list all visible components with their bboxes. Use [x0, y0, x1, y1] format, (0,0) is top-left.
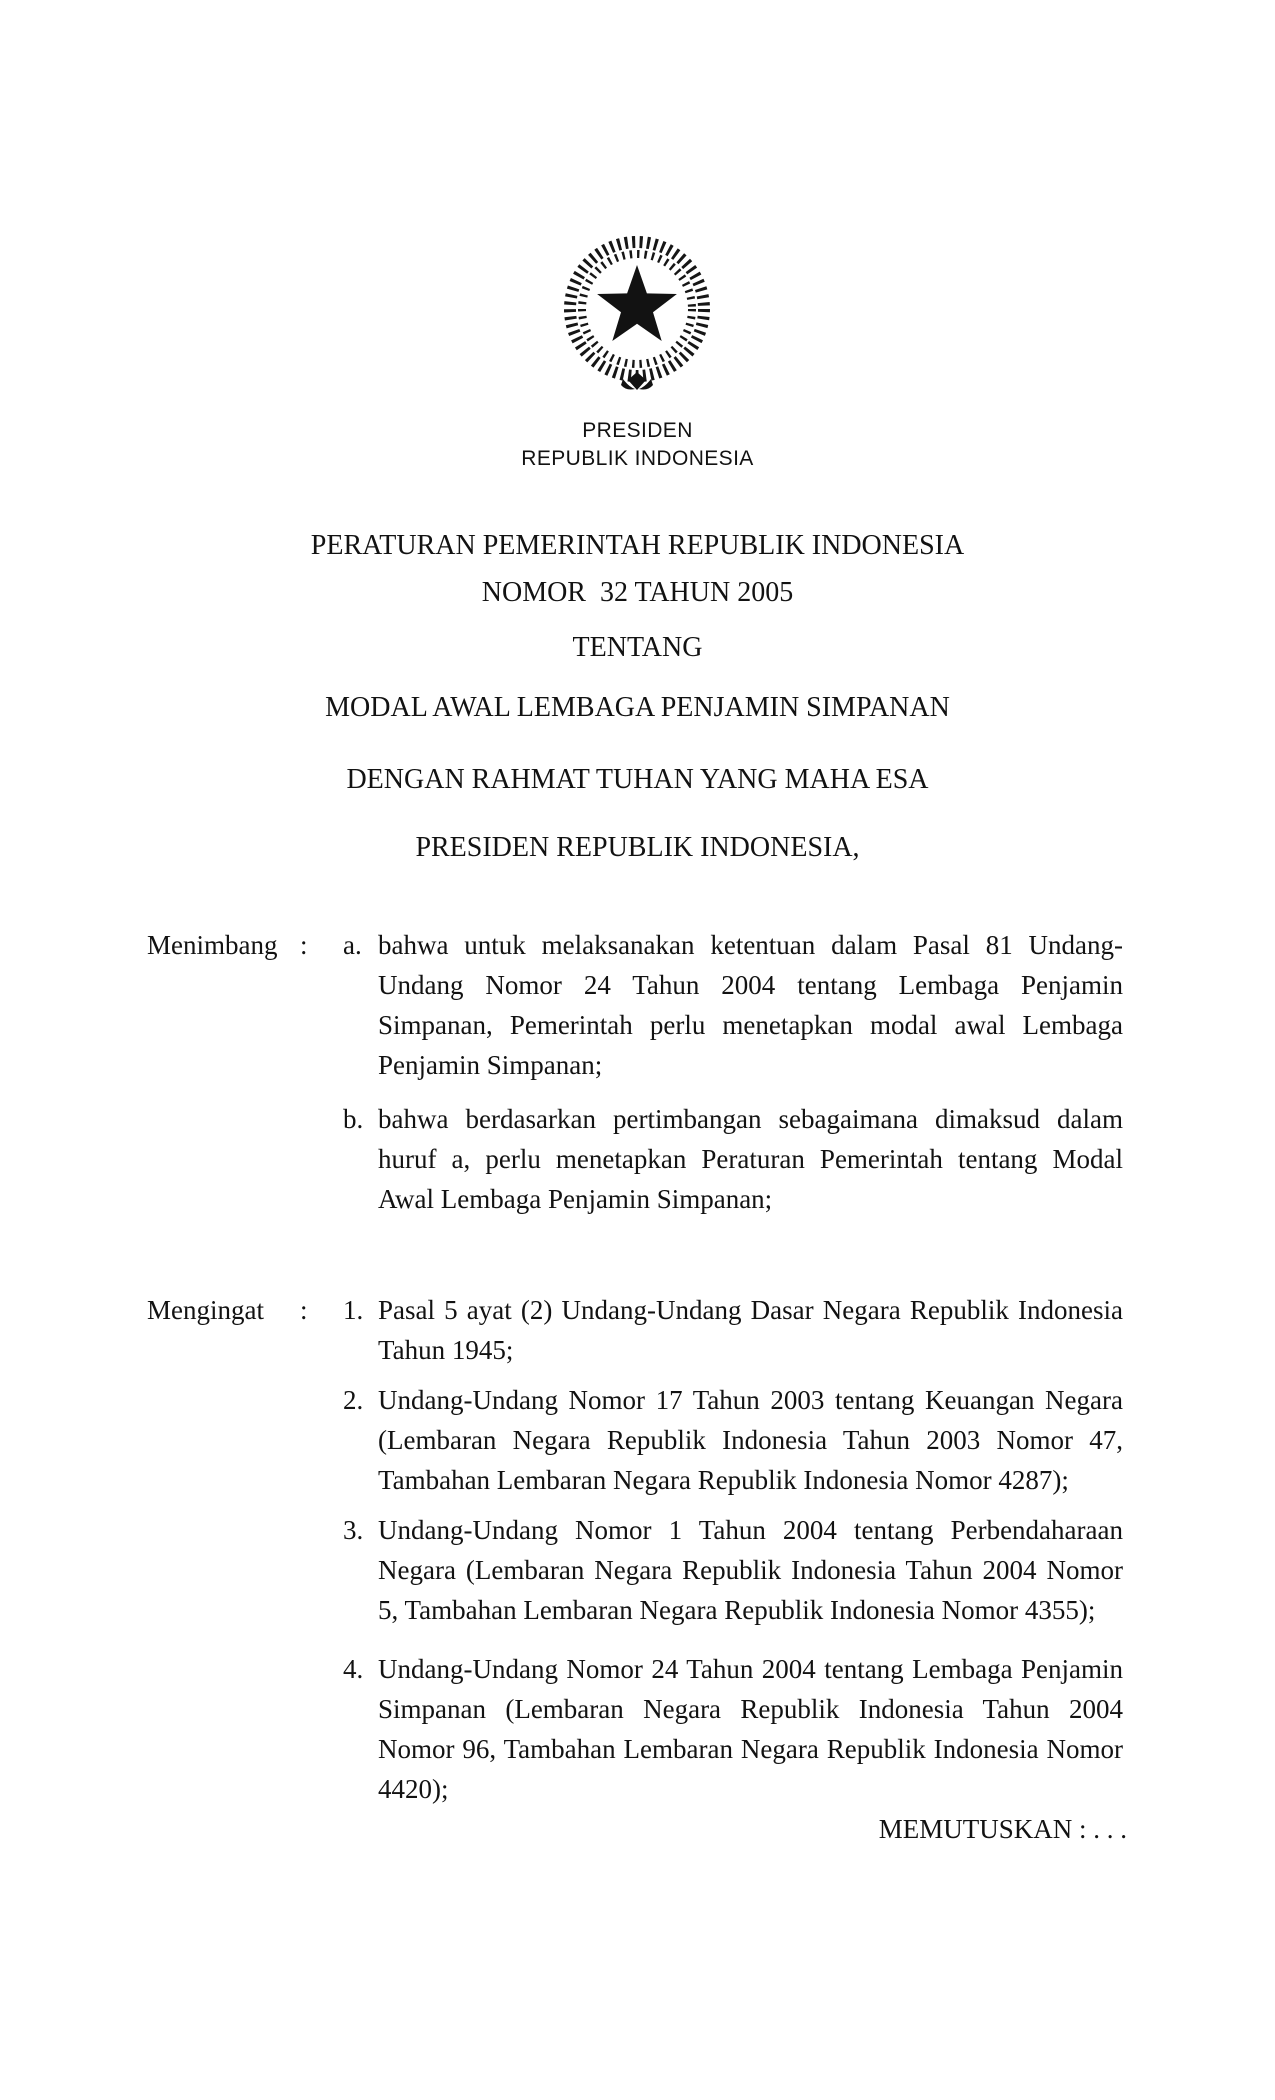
mengingat-item-2-marker: 2. [343, 1385, 364, 1415]
text-line: Awal Lembaga Penjamin Simpanan; [378, 1184, 773, 1214]
text-line: bahwa berdasarkan pertimbangan sebagaimana dimaksud dalam [378, 1104, 1123, 1134]
ribbon-ornament-icon [621, 372, 653, 390]
text-line: (Lembaran Negara Republik Indonesia Tahun 2003 Nomor 47, [378, 1425, 1123, 1455]
menimbang-item-b-marker: b. [343, 1104, 364, 1134]
menimbang-label: Menimbang [147, 930, 278, 960]
text-line: Tambahan Lembaran Negara Republik Indonesia Nomor 4287); [378, 1465, 1069, 1495]
text-line: Tahun 1945; [378, 1335, 514, 1365]
letterhead-republik-indonesia: REPUBLIK INDONESIA [521, 447, 754, 470]
mengingat-item-3 [378, 1510, 1123, 1630]
text-line: Undang Nomor 24 Tahun 2004 tentang Lembaga Penjamin [378, 970, 1123, 1000]
invocation-line: DENGAN RAHMAT TUHAN YANG MAHA ESA [346, 764, 929, 795]
text-line: Negara (Lembaran Negara Republik Indonesia Tahun 2004 Nomor [378, 1555, 1123, 1585]
issuer-line: PRESIDEN REPUBLIK INDONESIA, [415, 832, 860, 863]
text-line: Penjamin Simpanan; [378, 1050, 603, 1080]
regulation-title: PERATURAN PEMERINTAH REPUBLIK INDONESIA [310, 530, 965, 561]
mengingat-item-3-marker: 3. [343, 1515, 364, 1545]
mengingat-item-1 [378, 1290, 1123, 1370]
text-line: huruf a, perlu menetapkan Peraturan Pemerintah tentang Modal [378, 1144, 1123, 1174]
mengingat-item-4 [378, 1649, 1123, 1809]
presidential-seal-icon [557, 229, 717, 395]
mengingat-item-4-marker: 4. [343, 1654, 364, 1684]
mengingat-label: Mengingat [147, 1295, 264, 1325]
mengingat-colon: : [300, 1295, 308, 1325]
text-line: Undang-Undang Nomor 24 Tahun 2004 tentang Lembaga Penjamin [378, 1654, 1123, 1684]
text-line: bahwa untuk melaksanakan ketentuan dalam Pasal 81 Undang- [378, 930, 1123, 960]
text-line: Pasal 5 ayat (2) Undang-Undang Dasar Negara Republik Indonesia [378, 1295, 1123, 1325]
text-line: Undang-Undang Nomor 1 Tahun 2004 tentang Perbendaharaan [378, 1515, 1123, 1545]
text-line: 4420); [378, 1774, 449, 1804]
star-icon [597, 265, 677, 341]
text-line: Simpanan, Pemerintah perlu menetapkan modal awal Lembaga [378, 1010, 1123, 1040]
text-line: Simpanan (Lembaran Negara Republik Indonesia Tahun 2004 [378, 1694, 1123, 1724]
mengingat-item-1-marker: 1. [343, 1295, 364, 1325]
memutuskan-catchword: MEMUTUSKAN : . . . [878, 1814, 1127, 1844]
menimbang-colon: : [300, 930, 308, 960]
menimbang-item-a-marker: a. [343, 930, 362, 960]
text-line: Nomor 96, Tambahan Lembaran Negara Republik Indonesia Nomor [378, 1734, 1123, 1764]
text-line: Undang-Undang Nomor 17 Tahun 2003 tentang Keuangan Negara [378, 1385, 1123, 1415]
letterhead [0, 417, 1275, 473]
menimbang-item-b [378, 1099, 1123, 1219]
regulation-number: NOMOR 32 TAHUN 2005 [481, 577, 794, 608]
menimbang-item-a [378, 925, 1123, 1085]
text-line: 5, Tambahan Lembaran Negara Republik Indonesia Nomor 4355); [378, 1595, 1096, 1625]
letterhead-presiden: PRESIDEN [582, 419, 693, 442]
tentang-heading: TENTANG [572, 632, 703, 663]
regulation-subject: MODAL AWAL LEMBAGA PENJAMIN SIMPANAN [325, 692, 950, 723]
mengingat-item-2 [378, 1380, 1123, 1500]
